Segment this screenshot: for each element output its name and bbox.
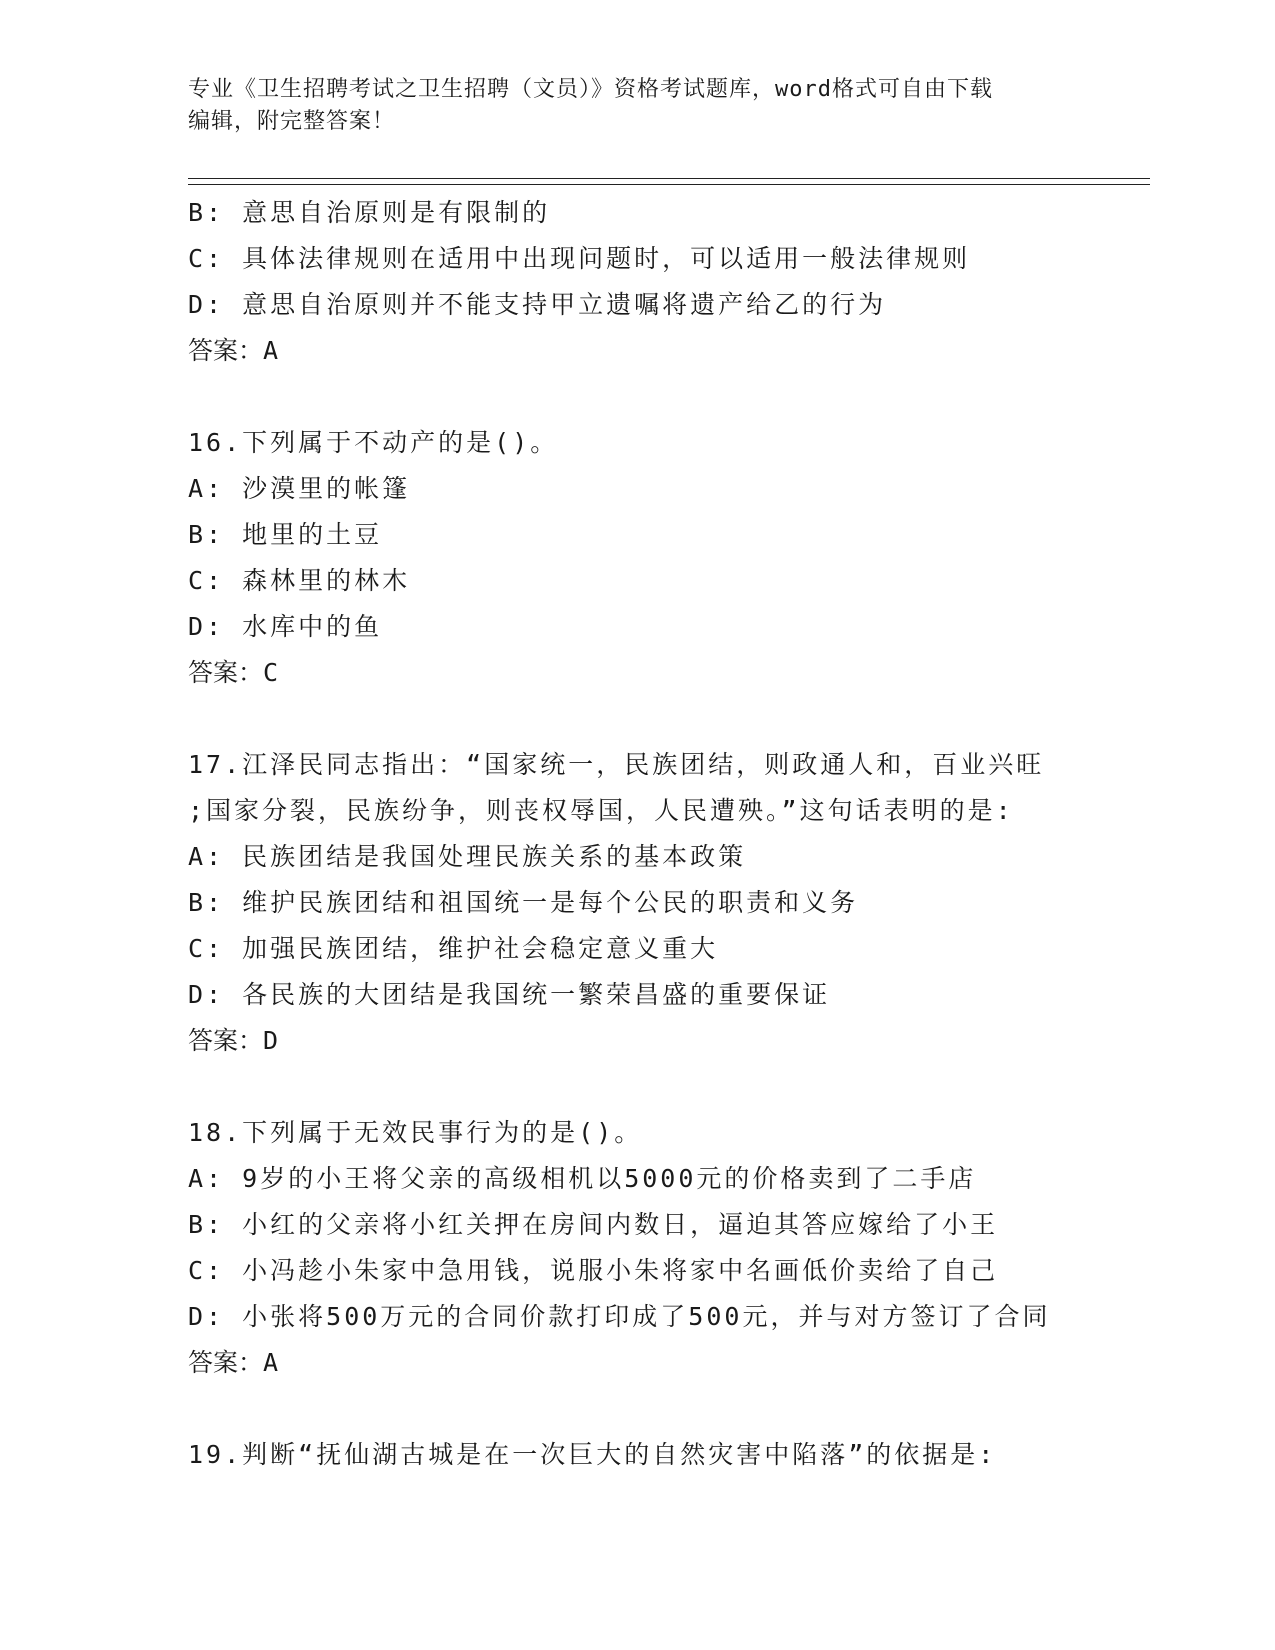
q18-answer <box>188 1340 1108 1386</box>
answer-label: 答案： <box>188 336 264 365</box>
q15-option-c: C: 具体法律规则在适用中出现问题时，可以适用一般法律规则 <box>188 244 971 273</box>
header-line-1: 专业《卫生招聘考试之卫生招聘（文员）》资格考试题库，word格式可自由下载 <box>188 77 993 102</box>
answer-value: C <box>263 658 282 687</box>
q17-answer <box>188 1018 1108 1064</box>
q17-option-d: D: 各民族的大团结是我国统一繁荣昌盛的重要保证 <box>188 980 831 1009</box>
header-divider-top <box>188 178 1150 179</box>
answer-value: A <box>263 1348 282 1377</box>
document-header <box>188 74 1078 138</box>
q18-option-c: C: 小冯趁小朱家中急用钱，说服小朱将家中名画低价卖给了自己 <box>188 1256 999 1285</box>
q16-option-c: C: 森林里的林木 <box>188 566 411 595</box>
q17-option-a: A: 民族团结是我国处理民族关系的基本政策 <box>188 842 747 871</box>
answer-label: 答案： <box>188 658 264 687</box>
header-line-2: 编辑，附完整答案！ <box>188 109 396 134</box>
q17-question-line-2: ;国家分裂，民族纷争，则丧权辱国，人民遭殃。”这句话表明的是: <box>188 796 1014 825</box>
q17-option-b: B: 维护民族团结和祖国统一是每个公民的职责和义务 <box>188 888 859 917</box>
q16-option-b: B: 地里的土豆 <box>188 520 383 549</box>
q18-option-d: D: 小张将500万元的合同价款打印成了500元，并与对方签订了合同 <box>188 1302 1051 1331</box>
q16-question: 16.下列属于不动产的是()。 <box>188 428 559 457</box>
answer-value: D <box>263 1026 282 1055</box>
header-divider-bottom <box>188 184 1150 185</box>
answer-label: 答案： <box>188 1026 264 1055</box>
q16-option-a: A: 沙漠里的帐篷 <box>188 474 411 503</box>
q16-answer <box>188 650 1108 696</box>
q18-option-b: B: 小红的父亲将小红关押在房间内数日，逼迫其答应嫁给了小王 <box>188 1210 999 1239</box>
q16-option-d: D: 水库中的鱼 <box>188 612 383 641</box>
q15-option-b: B: 意思自治原则是有限制的 <box>188 198 551 227</box>
q17-question-line-1: 17.江泽民同志指出：“国家统一，民族团结，则政通人和，百业兴旺 <box>188 750 1045 779</box>
question-list <box>188 190 1108 1478</box>
q18-option-a: A: 9岁的小王将父亲的高级相机以5000元的价格卖到了二手店 <box>188 1164 977 1193</box>
q19-question: 19.判断“抚仙湖古城是在一次巨大的自然灾害中陷落”的依据是: <box>188 1440 997 1469</box>
answer-label: 答案： <box>188 1348 264 1377</box>
q15-option-d: D: 意思自治原则并不能支持甲立遗嘱将遗产给乙的行为 <box>188 290 887 319</box>
q15-answer <box>188 328 1108 374</box>
q18-question: 18.下列属于无效民事行为的是()。 <box>188 1118 643 1147</box>
answer-value: A <box>263 336 282 365</box>
q17-option-c: C: 加强民族团结，维护社会稳定意义重大 <box>188 934 719 963</box>
